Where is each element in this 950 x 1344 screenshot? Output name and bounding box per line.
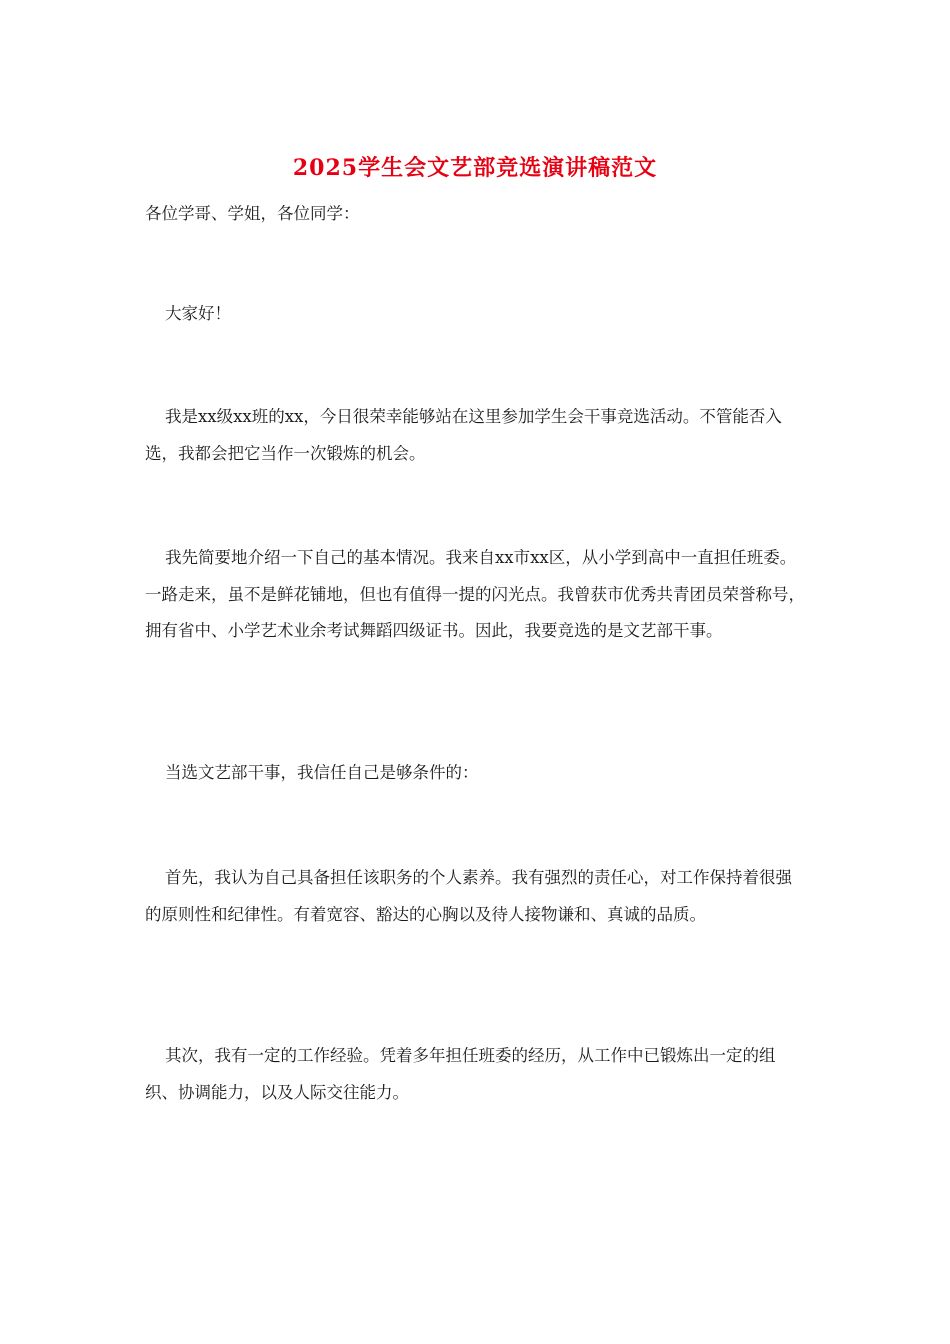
paragraph-background: 我先简要地介绍一下自己的基本情况。我来自xx市xx区，从小学到高中一直担任班委。一路走来，虽不是鲜花铺地，但也有值得一提的闪光点。我曾获市优秀共青团员荣誉称号，拥有省中、小学艺术业余考试舞蹈四级证书。因此，我要竞选的是文艺部干事。 — [145, 548, 805, 640]
greeting: 各位学哥、学姐，各位同学： — [145, 204, 360, 223]
paragraph-self-intro: 我是xx级xx班的xx，今日很荣幸能够站在这里参加学生会干事竞选活动。不管能否入选，我都会把它当作一次锻炼的机会。 — [145, 407, 782, 463]
paragraph-first-reason: 首先，我认为自己具备担任该职务的个人素养。我有强烈的责任心，对工作保持着很强的原则性和纪律性。有着宽容、豁达的心胸以及待人接物谦和、真诚的品质。 — [145, 868, 792, 924]
paragraph-qualification-intro: 当选文艺部干事，我信任自己是够条件的： — [165, 763, 479, 782]
paragraph-second-reason: 其次，我有一定的工作经验。凭着多年担任班委的经历，从工作中已锻炼出一定的组织、协调能力，以及人际交往能力。 — [145, 1046, 776, 1102]
document-title: 2025学生会文艺部竞选演讲稿范文 — [292, 155, 658, 181]
paragraph-hello: 大家好！ — [165, 304, 231, 323]
